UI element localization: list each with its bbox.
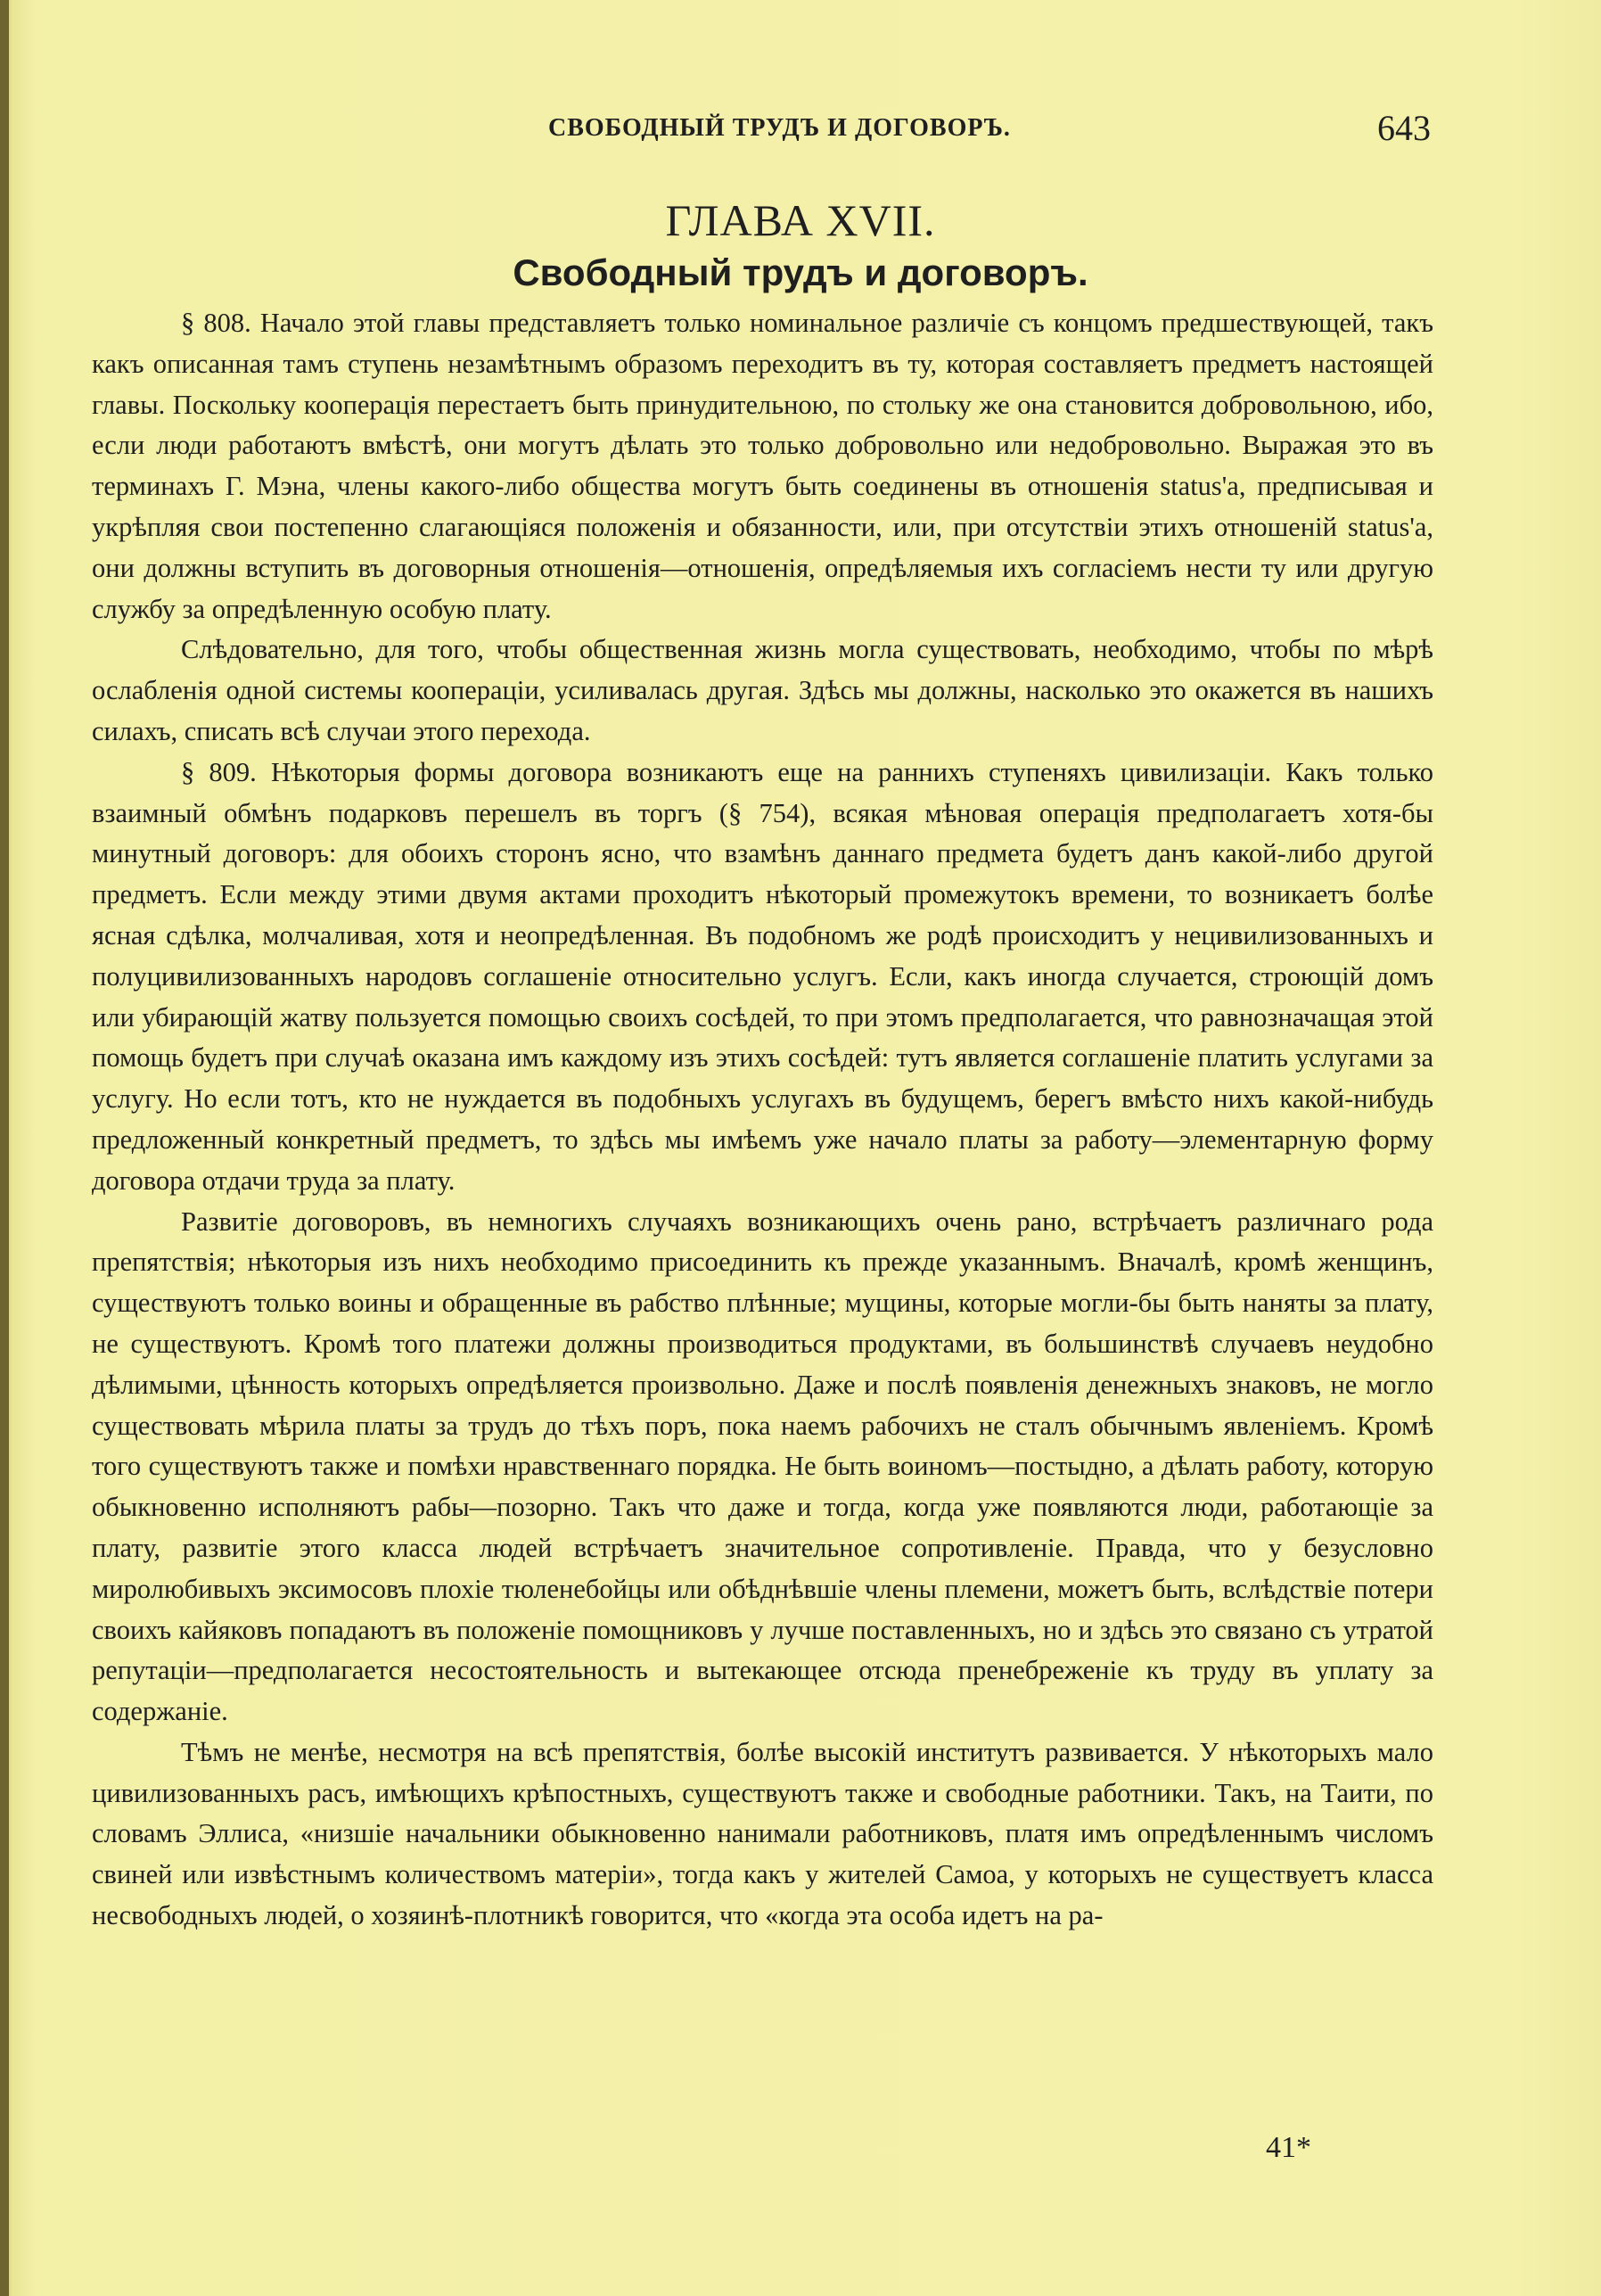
book-spine-edge (0, 0, 9, 2296)
chapter-number: ГЛАВА XVII. (665, 195, 936, 245)
paragraph: § 809. Нѣкоторыя формы договора возникаютъ еще на раннихъ ступеняхъ цивилизаціи. Какъ только взаимный обмѣнъ подарковъ перешелъ въ торгъ (§ 754), всякая мѣновая операція предполагаетъ хотя-бы минутный договоръ: для обоихъ сторонъ ясно, что взамѣнъ даннаго предмета будетъ данъ какой-либо другой предметъ. Если между этими двумя актами проходитъ нѣкоторый промежутокъ времени, то возникаетъ болѣе ясная сдѣлка, молчаливая, хотя и неопредѣленная. Въ подобномъ же родѣ происходитъ у нецивилизованныхъ и полуцивилизованныхъ народовъ соглашеніе относительно услугъ. Если, какъ иногда случается, строющій домъ или убирающій жатву пользуется помощью своихъ сосѣдей, то при этомъ предполагается, что равнозначащая этой помощь будетъ при случаѣ оказана имъ каждому изъ этихъ сосѣдей: тутъ является соглашеніе платить услугами за услугу. Но если тотъ, кто не нуждается въ подобныхъ услугахъ въ будущемъ, берегъ вмѣсто нихъ какой-нибудь предложенный конкретный предметъ, то здѣсь мы имѣемъ уже начало платы за работу—элементарную форму договора отдачи труда за плату. (92, 756, 1433, 1196)
chapter-title: Свободный трудъ и договоръ. (513, 251, 1088, 293)
page-number: 643 (1377, 108, 1431, 148)
paragraph: Слѣдовательно, для того, чтобы общественная жизнь могла существовать, необходимо, чтобы по мѣрѣ ослабленія одной системы коопераціи, усиливалась другая. Здѣсь мы должны, насколько это окажется въ нашихъ силахъ, списать всѣ случаи этого перехода. (92, 634, 1433, 746)
paragraph: § 808. Начало этой главы представляетъ только номинальное различіе съ концомъ предшествующей, такъ какъ описанная тамъ ступень незамѣтнымъ образомъ переходитъ въ ту, которая составляетъ предметъ настоящей главы. Поскольку кооперація перестаетъ быть принудительною, по стольку же она становится добровольною, ибо, если люди работаютъ вмѣстѣ, они могутъ дѣлать это только добровольно или недобровольно. Выражая это въ терминахъ Г. Мэна, члены какого-либо общества могутъ быть соединены въ отношенія status'a, предписывая и укрѣпляя свои постепенно слагающіяся положенія и обязанности, или, при отсутствіи этихъ отношеній status'a, они должны вступить въ договорныя отношенія—отношенія, опредѣляемыя ихъ согласіемъ нести ту или другую службу за опредѣленную особую плату. (92, 308, 1433, 624)
body-text (92, 303, 1433, 1937)
signature-mark: 41* (1266, 2131, 1311, 2164)
paragraph: Тѣмъ не менѣе, несмотря на всѣ препятствія, болѣе высокій институтъ развивается. У нѣкоторыхъ мало цивилизованныхъ расъ, имѣющихъ крѣпостныхъ, существуютъ также и свободные работники. Такъ, на Таити, по словамъ Эллиса, «низшіе начальники обыкновенно нанимали работниковъ, платя имъ опредѣленнымъ числомъ свиней или извѣстнымъ количествомъ матеріи», тогда какъ у жителей Самоа, у которыхъ не существуетъ класса несвободныхъ людей, о хозяинѣ-плотникѣ говорится, что «когда эта особа идетъ на ра- (92, 1736, 1433, 1931)
paragraph: Развитіе договоровъ, въ немногихъ случаяхъ возникающихъ очень рано, встрѣчаетъ различнаго рода препятствія; нѣкоторыя изъ нихъ необходимо присоединить къ прежде указаннымъ. Вначалѣ, кромѣ женщинъ, существуютъ только воины и обращенные въ рабство плѣнные; мущины, которые могли-бы быть наняты за плату, не существуютъ. Кромѣ того платежи должны производиться продуктами, въ большинствѣ случаевъ неудобно дѣлимыми, цѣнность которыхъ опредѣляется произвольно. Даже и послѣ появленія денежныхъ знаковъ, не могло существовать мѣрила платы за трудъ до тѣхъ поръ, пока наемъ рабочихъ не сталъ обычнымъ явленіемъ. Кромѣ того существуютъ также и помѣхи нравственнаго порядка. Не быть воиномъ—постыдно, а дѣлать работу, которую обыкновенно исполняютъ рабы—позорно. Такъ что даже и тогда, когда уже появляются люди, работающіе за плату, развитіе этого класса людей встрѣчаетъ значительное сопротивленіе. Правда, что у безусловно миролюбивыхъ эксимосовъ плохіе тюленебойцы или обѣднѣвшіе члены племени, можетъ быть, вслѣдствіе потери своихъ кайяковъ попадаютъ въ положеніе помощниковъ у лучше поставленныхъ, но и здѣсь это связано съ утратой репутаціи—предполагается несостоятельность и вытекающее отсюда пренебреженіе къ труду въ уплату за содержаніе. (92, 1206, 1433, 1727)
running-head: СВОБОДНЫЙ ТРУДЪ И ДОГОВОРЪ. (548, 114, 1011, 142)
